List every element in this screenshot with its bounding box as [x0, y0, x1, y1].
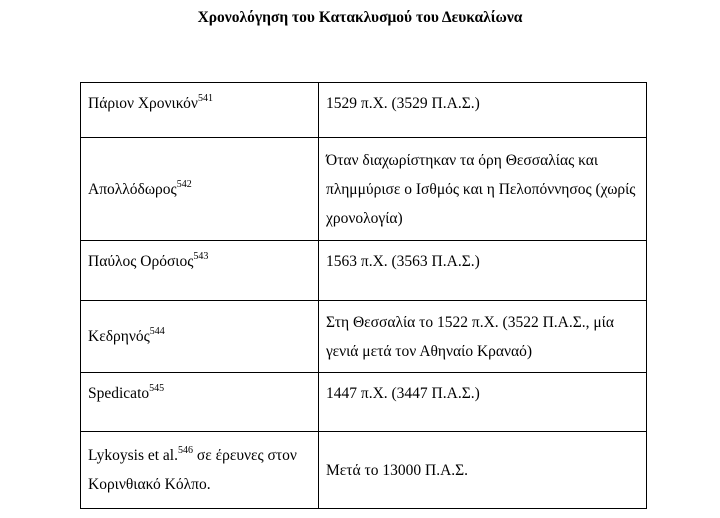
date-cell: 1529 π.Χ. (3529 Π.Α.Σ.) [319, 83, 647, 138]
source-cell [81, 432, 319, 509]
source-name: Πάριον Χρονικόν [88, 95, 198, 112]
table-row [81, 241, 647, 301]
table-row [81, 301, 647, 373]
date-cell: 1563 π.Χ. (3563 Π.Α.Σ.) [319, 241, 647, 301]
table-row [81, 432, 647, 509]
source-name: Κεδρηνός [88, 328, 150, 345]
source-cell [81, 241, 319, 301]
chronology-table [80, 82, 647, 509]
source-name: Spedicato [88, 385, 150, 402]
source-name: Απολλόδωρος [88, 180, 177, 198]
table-row [81, 373, 647, 432]
source-cell [81, 373, 319, 432]
footnote-ref: 541 [197, 93, 213, 104]
date-cell: 1447 π.Χ. (3447 Π.Α.Σ.) [319, 373, 647, 432]
table-row [81, 83, 647, 138]
date-cell: Στη Θεσσαλία το 1522 π.Χ. (3522 Π.Α.Σ., μία γενιά μετά τον Αθηναίο Κραναό) [319, 301, 647, 373]
source-name: Lykoysis et al. [88, 447, 178, 464]
source-name: Παύλος Ορόσιος [88, 253, 194, 270]
source-cell [81, 301, 319, 373]
table-row [81, 138, 647, 241]
document-title: Χρονολόγηση του Κατακλυσμού του Δευκαλίωνα [197, 9, 523, 26]
footnote-ref: 542 [176, 178, 192, 190]
date-cell: Όταν διαχωρίστηκαν τα όρη Θεσσαλίας και πλημμύρισε ο Ισθμός και η Πελοπόννησος (χωρίς χρονολογία) [319, 138, 647, 241]
footnote-ref: 545 [149, 383, 165, 394]
footnote-ref: 544 [149, 326, 165, 337]
date-cell: Μετά το 13000 Π.Α.Σ. [319, 432, 647, 509]
source-cell [81, 138, 319, 241]
footnote-ref: 543 [193, 251, 209, 262]
footnote-ref: 546 [177, 445, 193, 456]
source-cell [81, 83, 319, 138]
source-note: σε έρευνες στον Κορινθιακό Κόλπο. [88, 447, 297, 493]
